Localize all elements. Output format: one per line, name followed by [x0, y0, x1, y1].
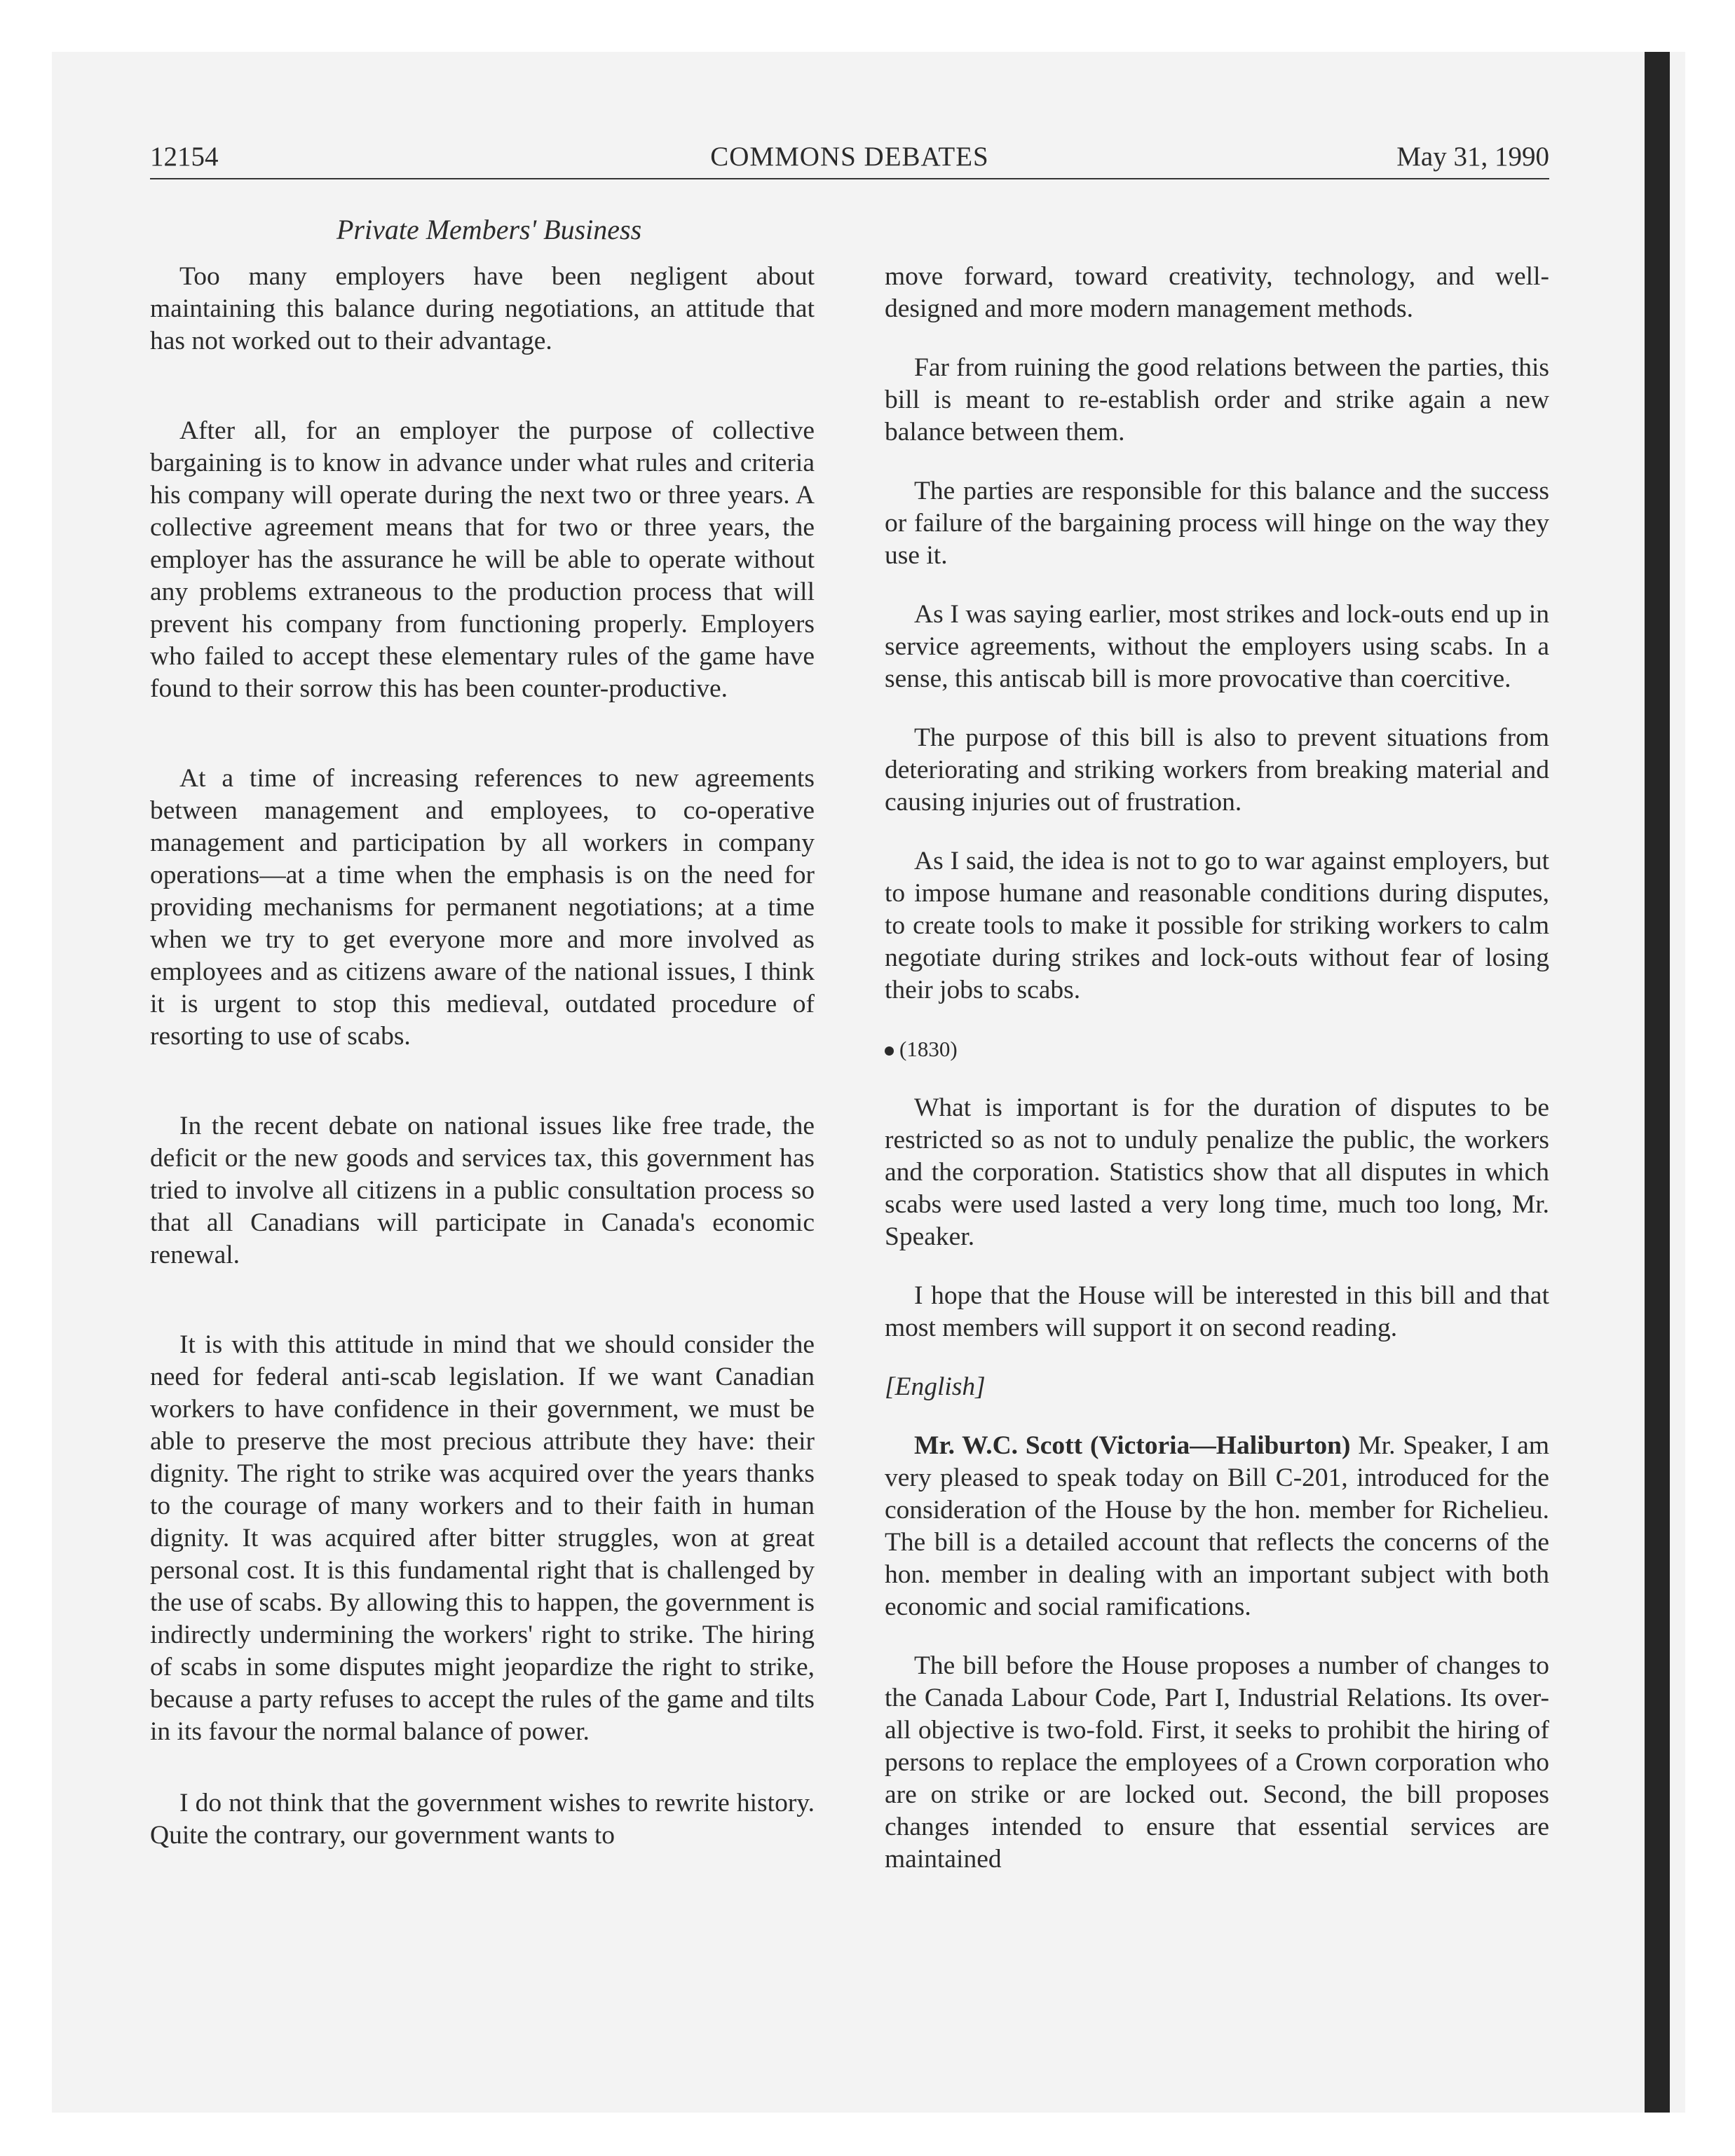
paragraph: In the recent debate on national issues like free trade, the deficit or the new goods and services tax, this government has tried to involve all citizens in a public consultation process so that all Canadians will participate in Canada's economic renewal. — [150, 1112, 815, 1269]
paragraph: The parties are responsible for this balance and the success or failure of the bargaining process will hinge on the way they use it. — [885, 477, 1549, 570]
right-column — [885, 261, 1549, 1902]
scan-edge-shadow — [1645, 52, 1670, 2113]
paragraph: Far from ruining the good relations between the parties, this bill is meant to re-establish order and strike again a new balance between them. — [885, 353, 1549, 446]
time-marker — [885, 1033, 1549, 1065]
paragraph: It is with this attitude in mind that we should consider the need for federal anti-scab legislation. If we want Canadian workers to have confidence in their government, we must be able to preserve the most precious attribute they have: their dignity. The right to strike was acquired over the years thanks to the courage of many workers and to their faith in human dignity. It was acquired after bitter struggles, won at great personal cost. It is this fundamental right that is challenged by the use of scabs. By allowing this to happen, the government is indirectly undermining the workers' right to strike. The hiring of scabs in some disputes might jeopardize the right to strike, because a party refuses to accept the rules of the game and tilts in its favour the normal balance of power. — [150, 1330, 815, 1746]
page-date: May 31, 1990 — [1396, 142, 1549, 172]
paragraph: As I was saying earlier, most strikes and lock-outs end up in service agreements, without the employers using scabs. In a sense, this antiscab bill is more provocative than coercitive. — [885, 600, 1549, 693]
paragraph: At a time of increasing references to new agreements between management and employees, to co-operative management and participation by all workers in company operations—at a time when the emphasis is on the need for providing mechanisms for permanent negotiations; at a time when we try to get everyone more and more involved as employees and as citizens aware of the national issues, I think it is urgent to stop this medieval, outdated procedure of resorting to use of scabs. — [150, 764, 815, 1051]
paragraph: Too many employers have been negligent about maintaining this balance during negotiations, an attitude that has not worked out to their advantage. — [150, 262, 815, 355]
speech-paragraph — [885, 1430, 1549, 1623]
paragraph: What is important is for the duration of disputes to be restricted so as not to unduly penalize the public, the workers and the corporation. Statistics show that all disputes in which scabs were used lasted a very long time, much too long, Mr. Speaker. — [885, 1093, 1549, 1251]
bullet-icon — [885, 1046, 894, 1056]
paragraph: After all, for an employer the purpose of collective bargaining is to know in advance under what rules and criteria his company will operate during the next two or three years. A collective agreement means that for two or three years, the employer has the assurance he will be able to operate without any problems extraneous to the production process that will prevent his company from functioning properly. Employers who failed to accept these elementary rules of the game have found to their sorrow this has been counter-productive. — [150, 416, 815, 703]
page-header — [150, 136, 1549, 178]
speech-text: Mr. Speaker, I am very pleased to speak today on Bill C-201, introduced for the consideration of the House by the hon. member for Richelieu. The bill is a detailed account that reflects the concerns of the hon. member in dealing with an important subject with both economic and social ramifications. — [885, 1431, 1549, 1621]
paragraph: I do not think that the government wishes to rewrite history. Quite the contrary, our government wants to — [150, 1789, 815, 1850]
paragraph: I hope that the House will be interested in this bill and that most members will support it on second reading. — [885, 1281, 1549, 1342]
paragraph: The bill before the House proposes a number of changes to the Canada Labour Code, Part I, Industrial Relations. Its over-all objective is two-fold. First, it seeks to prohibit the hiring of persons to replace the employees of a Crown corporation who are on strike or are locked out. Second, the bill proposes changes intended to ensure that essential services are maintained — [885, 1651, 1549, 1874]
publication-title: COMMONS DEBATES — [710, 142, 989, 172]
page-number: 12154 — [150, 142, 219, 172]
time-marker-text: (1830) — [899, 1037, 958, 1061]
left-column — [150, 261, 815, 1909]
section-heading: Private Members' Business — [336, 214, 642, 245]
header-rule — [150, 178, 1549, 179]
paragraph: The purpose of this bill is also to prevent situations from deteriorating and striking workers from breaking material and causing injuries out of frustration. — [885, 723, 1549, 817]
speaker-name: Mr. W.C. Scott (Victoria—Haliburton) — [914, 1431, 1351, 1460]
language-tag: [English] — [885, 1372, 986, 1401]
paragraph: As I said, the idea is not to go to war against employers, but to impose humane and reasonable conditions during disputes, to create tools to make it possible for striking workers to calm negotiate during strikes and lock-outs without fear of losing their jobs to scabs. — [885, 847, 1549, 1004]
paragraph-continuation: move forward, toward creativity, technology, and well-designed and more modern management methods. — [885, 262, 1549, 323]
